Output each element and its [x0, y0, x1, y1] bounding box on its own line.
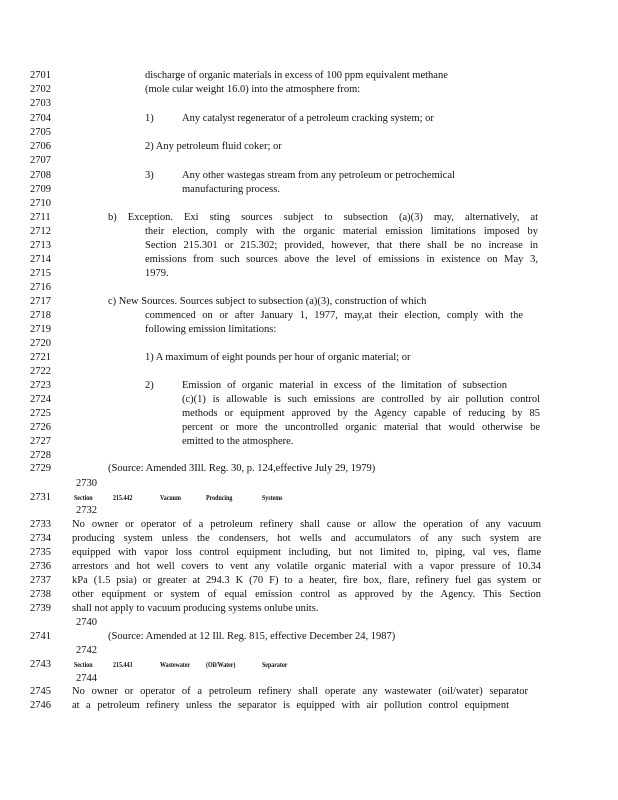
line-text: producing system unless the condensers, hot wells and accumulators of any such system are [72, 533, 541, 544]
section-heading-part: Wastewater [160, 661, 191, 669]
line-number: 2721 [30, 352, 51, 363]
line-number: 2711 [30, 212, 51, 223]
line-text: equipped with vapor loss control equipment including, but not limited to, piping, val ves, flame [72, 547, 541, 558]
line-number: 2704 [30, 113, 51, 124]
line-number: 2745 [30, 686, 51, 697]
line-number: 2706 [30, 141, 51, 152]
line-number: 2728 [30, 450, 51, 461]
line-number: 2714 [30, 254, 51, 265]
line-text: 2) Any petroleum fluid coker; or [145, 141, 282, 152]
line-number: 2719 [30, 324, 51, 335]
line-number: 2703 [30, 98, 51, 109]
line-number: 2738 [30, 589, 51, 600]
line-text: commenced on or after January 1, 1977, may,at their election, comply with the [145, 310, 523, 321]
line-number: 2725 [30, 408, 51, 419]
section-heading-part: Section [74, 494, 93, 502]
list-marker: 3) [145, 170, 154, 181]
line-number: 2716 [30, 282, 51, 293]
line-number: 2739 [30, 603, 51, 614]
line-number: 2708 [30, 170, 51, 181]
line-text: (Source: Amended at 12 Ill. Reg. 815, effective December 24, 1987) [108, 631, 396, 642]
line-number: 2736 [30, 561, 51, 572]
line-text: c) New Sources. Sources subject to subsection (a)(3), construction of which [108, 296, 427, 307]
line-text: discharge of organic materials in excess of 100 ppm equivalent methane [145, 70, 448, 81]
line-text: Section 215.301 or 215.302; provided, however, that there shall be no increase in [145, 240, 538, 251]
line-text: at a petroleum refinery unless the separator is equipped with air pollution control equipment [72, 700, 509, 711]
line-number: 2723 [30, 380, 51, 391]
line-number: 2740 [76, 617, 97, 628]
list-marker: 2) [145, 380, 154, 391]
section-heading-part: Separator [262, 661, 288, 669]
section-heading-part: Vacuum [160, 494, 181, 502]
line-number: 2726 [30, 422, 51, 433]
line-number: 2727 [30, 436, 51, 447]
line-text: percent or more the uncontrolled organic material that would otherwise be [182, 422, 540, 433]
line-number: 2701 [30, 70, 51, 81]
line-text: following emission limitations: [145, 324, 277, 335]
line-text: emitted to the atmosphere. [182, 436, 294, 447]
line-number: 2746 [30, 700, 51, 711]
list-marker: 1) [145, 113, 154, 124]
line-number: 2729 [30, 463, 51, 474]
line-text: (c)(1) is allowable is such emissions are controlled by air pollution control [182, 394, 540, 405]
line-text: (mole cular weight 16.0) into the atmosphere from: [145, 84, 361, 95]
line-text: emissions from such sources above the level of emissions in existence on May 3, [145, 254, 538, 265]
section-heading-part: Systems [262, 494, 283, 502]
section-heading-part: (Oil/Water) [206, 661, 236, 669]
line-text: Any other wastegas stream from any petroleum or petrochemical [182, 170, 455, 181]
line-text: arrestors and hot well covers to vent any volatile organic material with a vapor pressure of 10.34 [72, 561, 541, 572]
line-text: methods or equipment approved by the Agency capable of reducing by 85 [182, 408, 540, 419]
line-text: Any catalyst regenerator of a petroleum cracking system; or [182, 113, 434, 124]
line-number: 2732 [76, 505, 97, 516]
line-text: kPa (1.5 psia) or greater at 294.3 K (70 F) to a heater, fire box, flare, refinery fuel gas system or [72, 575, 541, 586]
section-heading-part: 215.442 [113, 494, 133, 502]
line-number: 2722 [30, 366, 51, 377]
line-text: other equipment or system of equal emission control as approved by the Agency. This Section [72, 589, 541, 600]
line-number: 2702 [30, 84, 51, 95]
line-number: 2713 [30, 240, 51, 251]
line-text: manufacturing process. [182, 184, 280, 195]
line-text: No owner or operator of a petroleum refinery shall cause or allow the operation of any vacuum [72, 519, 541, 530]
section-heading-part: Section [74, 661, 93, 669]
line-number: 2724 [30, 394, 51, 405]
line-number: 2720 [30, 338, 51, 349]
line-number: 2717 [30, 296, 51, 307]
line-number: 2733 [30, 519, 51, 530]
line-number: 2709 [30, 184, 51, 195]
line-number: 2718 [30, 310, 51, 321]
section-heading-part: 215.443 [113, 661, 133, 669]
line-text: their election, comply with the organic material emission limitations imposed by [145, 226, 538, 237]
line-number: 2734 [30, 533, 51, 544]
line-number: 2710 [30, 198, 51, 209]
line-text: 1) A maximum of eight pounds per hour of organic material; or [145, 352, 411, 363]
line-number: 2742 [76, 645, 97, 656]
line-number: 2730 [76, 478, 97, 489]
line-number: 2715 [30, 268, 51, 279]
line-number: 2741 [30, 631, 51, 642]
line-number: 2737 [30, 575, 51, 586]
line-text: (Source: Amended 3Ill. Reg. 30, p. 124,effective July 29, 1979) [108, 463, 376, 474]
section-heading-part: Producing [206, 494, 233, 502]
line-number: 2707 [30, 155, 51, 166]
line-text: b) Exception. Exi sting sources subject to subsection (a)(3) may, alternatively, at [108, 212, 538, 223]
line-number: 2744 [76, 673, 97, 684]
line-text: shall not apply to vacuum producing systems onlube units. [72, 603, 319, 614]
line-number: 2743 [30, 659, 51, 670]
line-number: 2705 [30, 127, 51, 138]
line-number: 2712 [30, 226, 51, 237]
line-text: 1979. [145, 268, 169, 279]
line-number: 2731 [30, 492, 51, 503]
line-text: Emission of organic material in excess of the limitation of subsection [182, 380, 507, 391]
line-number: 2735 [30, 547, 51, 558]
line-text: No owner or operator of a petroleum refinery shall operate any wastewater (oil/water) separator [72, 686, 528, 697]
